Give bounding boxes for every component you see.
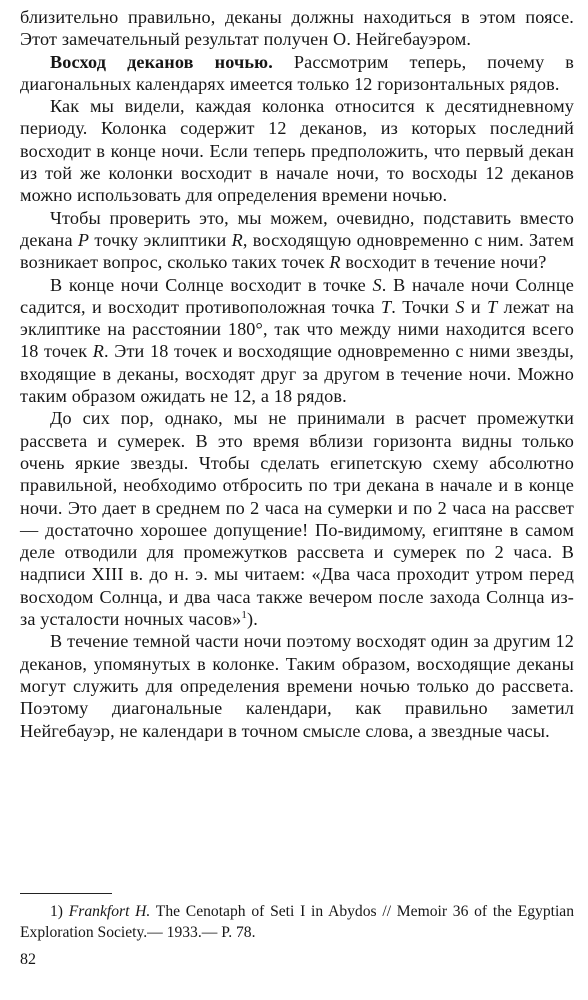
variable-r: R bbox=[231, 229, 243, 250]
paragraph-5-text-a: В конце ночи Солнце восходит в точке bbox=[50, 274, 373, 295]
paragraph-5-text-c: . Точки bbox=[391, 296, 456, 317]
paragraph-4 bbox=[20, 207, 574, 274]
paragraph-2-text: Рассмотрим теперь, почему в диагональных календарях имеется только 12 горизонтальных рядов. bbox=[20, 51, 575, 94]
page-number: 82 bbox=[20, 951, 36, 968]
footnote bbox=[20, 902, 574, 943]
footnote-author: Frankfort H. bbox=[68, 903, 151, 920]
variable-t: T bbox=[381, 296, 392, 317]
footnote-text: The Cenotaph of Seti I in Abydos // Memoir 36 of the Egyptian Exploration Society.— 1933.— P. 78. bbox=[20, 903, 574, 941]
variable-s: S bbox=[372, 274, 382, 295]
paragraph-2 bbox=[20, 51, 574, 96]
section-heading: Восход деканов ночью. bbox=[50, 51, 273, 72]
footnote-reference[interactable]: 1 bbox=[241, 608, 248, 621]
variable-t: T bbox=[487, 296, 498, 317]
paragraph-4-text-b: точку эклиптики bbox=[89, 229, 232, 250]
variable-s: S bbox=[455, 296, 465, 317]
paragraph-1 bbox=[20, 6, 574, 51]
paragraph-1-text: близительно правильно, деканы должны находиться в этом поясе. Этот замечательный результат получен О. Нейгебауэром. bbox=[20, 7, 574, 50]
paragraph-7 bbox=[20, 630, 574, 741]
paragraph-4-text-a: Чтобы проверить это, мы можем, очевидно, подставить вместо декана bbox=[20, 207, 574, 250]
paragraph-5-text-f: . Эти 18 точек и восходящие одновременно с ними звезды, входящие в деканы, восходят друг за другом в течение ночи. Можно таким образом ожидать не 12, а 18 рядов. bbox=[20, 341, 574, 407]
variable-r: R bbox=[92, 341, 105, 362]
paragraph-3-text: Как мы видели, каждая колонка относится к десятидневному периоду. Колонка содержит 12 деканов, из которых последний восходит в конце ночи. Если теперь предположить, что первый декан из той же колонки восходит в начале ночи, то восходы 12 деканов можно использовать для определения времени ночью. bbox=[20, 96, 574, 206]
variable-p: P bbox=[77, 229, 90, 250]
page-body bbox=[20, 6, 574, 742]
paragraph-4-text-c: , восходящую одновременно с ним. Затем возникает вопрос, сколько таких точек bbox=[20, 229, 574, 273]
paragraph-6-text-end: ). bbox=[247, 609, 258, 630]
paragraph-4-text-d: восходит в течение ночи? bbox=[340, 252, 547, 273]
variable-r: R bbox=[329, 252, 341, 273]
paragraph-5-text-d: и bbox=[464, 296, 488, 317]
footnote-marker: 1) bbox=[50, 903, 63, 920]
paragraph-5 bbox=[20, 274, 574, 408]
footnote-divider bbox=[20, 893, 112, 894]
paragraph-6 bbox=[20, 407, 574, 630]
paragraph-3 bbox=[20, 95, 574, 206]
paragraph-5-text-b: . В начале ночи Солнце садится, и восходит противоположная точка bbox=[20, 274, 574, 317]
paragraph-7-text: В течение темной части ночи поэтому восходят один за другим 12 деканов, упомянутых в колонке. Таким образом, восходящие деканы могут служить для определения времени ночью только до рассвета. Поэтому диагональные календари, как правильно заметил Нейгебауэр, не календари в точном смысле слова, а звездные часы. bbox=[20, 631, 574, 741]
paragraph-6-text: До сих пор, однако, мы не принимали в расчет промежутки рассвета и сумерек. В это время вблизи горизонта видны только очень яркие звезды. Чтобы сделать египетскую схему абсолютно правильной, необходимо отбросить по три декана в начале и в конце ночи. Это дает в среднем по 2 часа на сумерки и по 2 часа на рассвет — достаточно хорошее допущение! По-видимому, египтяне в самом деле отводили для промежутков рассвета и сумерек по 2 часа. В надписи XIII в. до н. э. мы читаем: «Два часа проходит утром перед восходом Солнца, и два часа также вечером после захода Солнца из-за усталости ночных часов» bbox=[20, 408, 574, 630]
paragraph-5-text-e: лежат на эклиптике на расстоянии 180°, так что между ними находится всего 18 точек bbox=[20, 296, 575, 362]
